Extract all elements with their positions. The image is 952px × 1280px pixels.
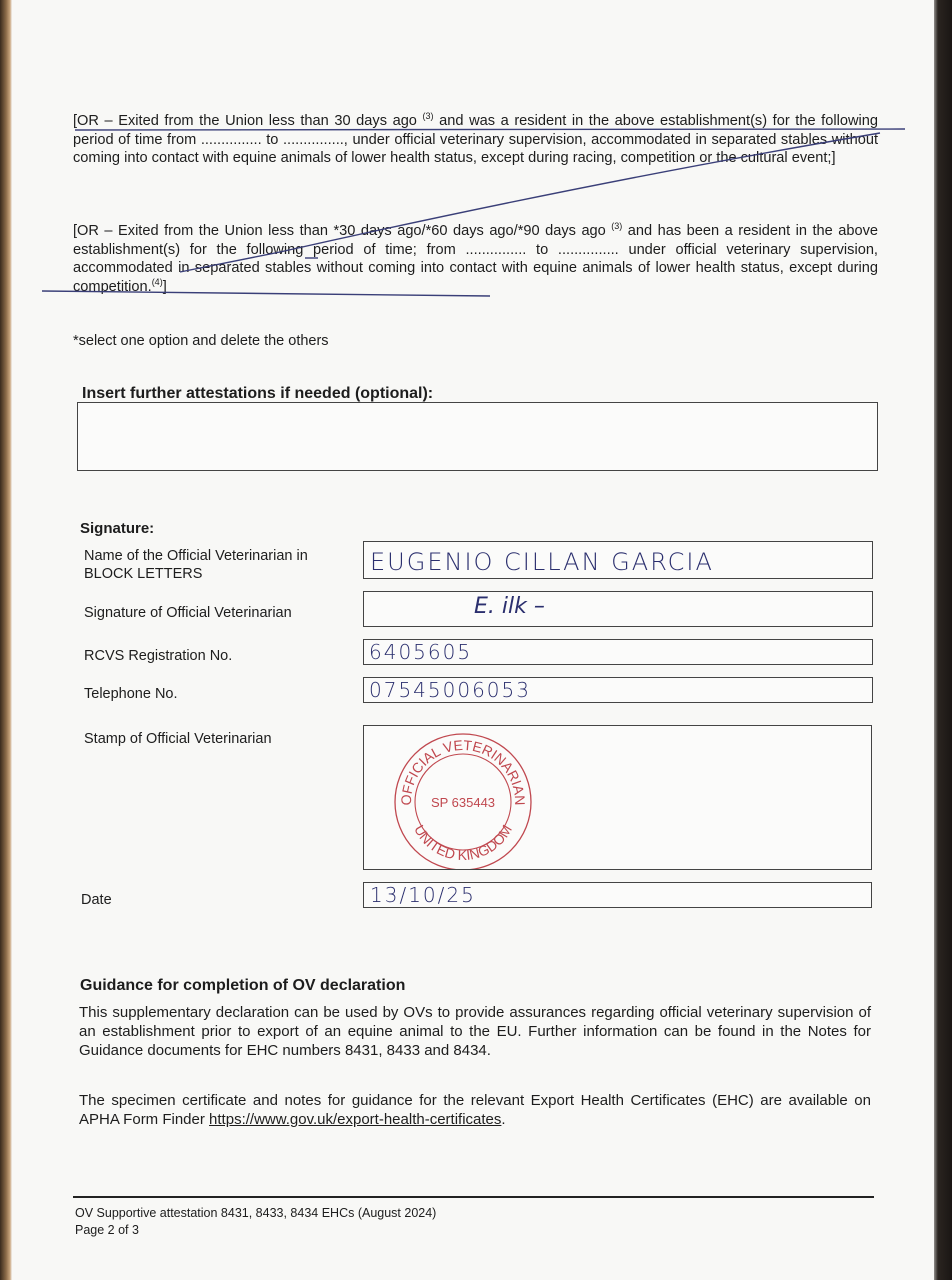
- strike-diagonal-option-a: [180, 133, 880, 272]
- stamp-top-text: OFFICIAL VETERINARIAN: [397, 736, 529, 806]
- footer-divider: [73, 1196, 874, 1198]
- footnote-ref: (3): [422, 111, 434, 122]
- official-veterinarian-stamp: [389, 726, 539, 869]
- name-label: Name of the Official Veterinarian in BLOCK LETTERS: [84, 548, 308, 582]
- strike-line-option-a: [75, 129, 905, 130]
- date-label: Date: [81, 892, 112, 908]
- rcvs-field[interactable]: [363, 639, 873, 665]
- signature-label: Signature of Official Veterinarian: [84, 605, 292, 621]
- rcvs-label: RCVS Registration No.: [84, 648, 233, 664]
- telephone-value: 07545006053: [369, 678, 531, 702]
- date-field[interactable]: [363, 882, 872, 908]
- name-field[interactable]: [363, 541, 873, 579]
- export-health-certificates-link[interactable]: https://www.gov.uk/export-health-certificates: [209, 1111, 502, 1128]
- stamp-bottom-text: UNITED KINGDOM: [411, 821, 515, 864]
- signature-field[interactable]: [363, 591, 873, 627]
- signature-heading: Signature:: [80, 520, 155, 537]
- strike-line-option-b: [42, 291, 490, 296]
- further-attestations-field[interactable]: [77, 402, 878, 471]
- pen-strikethrough-marks: [0, 0, 952, 320]
- bracket: ]: [162, 278, 167, 295]
- footnote-ref: (3): [611, 221, 623, 232]
- telephone-label: Telephone No.: [84, 686, 178, 702]
- guidance-paragraph-1: This supplementary declaration can be used by OVs to provide assurances regarding official veterinary supervision of an establishment prior to export of an equine animal to the EU. Further information can be found in the Notes for Guidance documents for EHC numbers 8431, 8433 and 8434.: [79, 1004, 871, 1059]
- signature-value: E. ilk –: [474, 594, 545, 619]
- option-a-text-cont: and was a resident in the above establishment(s) for the following period of time from ............... to ..............., under official veterinary supervision, accommodated in separated stables without coming into contact with equine animals of lower health status, except during racing, competition or the cultural event;]: [73, 113, 878, 166]
- guidance-paragraph-2: [79, 1091, 871, 1129]
- period: .: [501, 1111, 506, 1128]
- footer-page-number: Page 2 of 3: [75, 1223, 139, 1237]
- option-b-text-cont: and has been a resident in the above establishment(s) for the following period of time; from ............... to ............... under official veterinary supervision, accommodated in separated stables without coming into contact with equine animals of lower health status, except during competition.: [73, 223, 879, 295]
- guidance-text: The specimen certificate and notes for guidance for the relevant Export Health Certificates (EHC) are available on APHA Form Finder: [79, 1092, 871, 1128]
- stamp-number: SP 635443: [430, 795, 496, 810]
- rcvs-value: 6405605: [369, 640, 473, 664]
- option-a-text: [OR – Exited from the Union less than 30 days ago: [73, 113, 417, 129]
- telephone-field[interactable]: [363, 677, 873, 703]
- stamp-label: Stamp of Official Veterinarian: [84, 731, 272, 747]
- stamp-field[interactable]: [363, 725, 872, 870]
- footer-document-id: OV Supportive attestation 8431, 8433, 8434 EHCs (August 2024): [75, 1206, 437, 1220]
- option-b-text: [OR – Exited from the Union less than *30 days ago/*60 days ago/*90 days ago: [73, 223, 606, 239]
- footnote-ref: (4): [151, 276, 163, 287]
- date-value: 13/10/25: [370, 883, 476, 907]
- name-value: EUGENIO CILLAN GARCIA: [370, 548, 714, 576]
- guidance-heading: Guidance for completion of OV declaration: [80, 977, 406, 994]
- further-attestations-heading: Insert further attestations if needed (optional):: [82, 385, 434, 402]
- select-option-note: *select one option and delete the others: [73, 333, 329, 349]
